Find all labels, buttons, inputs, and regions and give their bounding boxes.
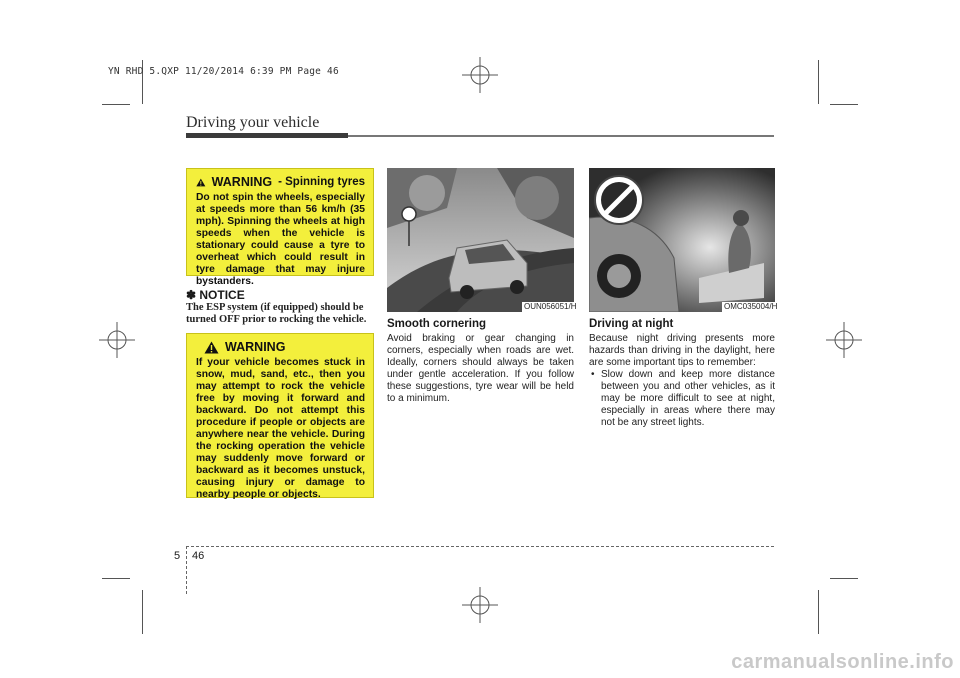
footer-divider [186, 546, 187, 594]
page-number: 46 [192, 550, 205, 562]
registration-mark-left [99, 322, 135, 358]
registration-mark-top [462, 57, 498, 93]
header-bar [186, 133, 348, 138]
crop-mark [818, 60, 819, 104]
warning-title: WARNING [211, 175, 273, 189]
no-entry-icon [595, 176, 643, 224]
cornering-photo [387, 168, 574, 312]
warning-box-stuck-vehicle [186, 333, 374, 498]
snowy-road-car-illustration [387, 168, 574, 312]
warning-box-spinning-tyres [186, 168, 374, 287]
warning-title: WARNING [225, 340, 286, 354]
chapter-number: 5 [174, 550, 181, 562]
list-item [589, 369, 775, 429]
registration-mark-bottom [462, 587, 498, 623]
warning-triangle-icon [204, 341, 219, 354]
section-title-cornering: Smooth cornering [387, 318, 487, 330]
warning-header [196, 340, 365, 354]
crop-mark [102, 104, 130, 105]
warning-header [196, 175, 365, 189]
image-code: OUN056051/H [524, 302, 577, 311]
notice-title: ✽ NOTICE [186, 288, 245, 302]
warning-body: If your vehicle becomes stuck in snow, mud, sand, etc., then you may attempt to rock the vehicle free by moving it forward and backward. Do not attempt this procedure if people or objects are anywhere near the vehicle. During the rocking operation the vehicle may suddenly move forward or backward as it becomes unstuck, causing injury or damage to nearby people or objects. [196, 357, 365, 500]
print-slug: YN RHD 5.QXP 11/20/2014 6:39 PM Page 46 [108, 66, 339, 77]
crop-mark [102, 578, 130, 579]
warning-subtitle: - Spinning tyres [278, 176, 365, 188]
section-title-night: Driving at night [589, 318, 674, 330]
section-body-night: Because night driving presents more hazards than driving in the daylight, here are some important tips to remember: [589, 333, 775, 368]
section-body-cornering: Avoid braking or gear changing in corners, especially when roads are wet. Ideally, corners should always be taken under gentle acceleration. If you follow these suggestions, tyre wear will be held to a minimum. [387, 333, 574, 404]
crop-mark [830, 104, 858, 105]
bullet-dot: • [591, 369, 595, 380]
warning-body: Do not spin the wheels, especially at speeds more than 56 km/h (35 mph). Spinning the wheels at high speeds when the vehicle is stationary could cause a tyre to overheat which could result in tyre damage that may injure bystanders. [196, 192, 365, 287]
page-title: Driving your vehicle [186, 114, 320, 131]
night-headlight-illustration [589, 168, 775, 312]
header-rule [348, 135, 774, 137]
crop-mark [142, 590, 143, 634]
warning-triangle-icon [196, 176, 206, 189]
watermark: carmanualsonline.info [731, 651, 954, 673]
crop-mark [830, 578, 858, 579]
footer-rule [186, 546, 774, 547]
image-code: OMC035004/H [724, 302, 778, 311]
list-item-text: Slow down and keep more distance between you and other vehicles, as it may be more difficult to see at night, especially in areas where there may not be any street lights. [601, 369, 775, 428]
crop-mark [818, 590, 819, 634]
notice-body: The ESP system (if equipped) should be turned OFF prior to rocking the vehicle. [186, 302, 367, 325]
night-driving-photo [589, 168, 775, 312]
registration-mark-right [826, 322, 862, 358]
